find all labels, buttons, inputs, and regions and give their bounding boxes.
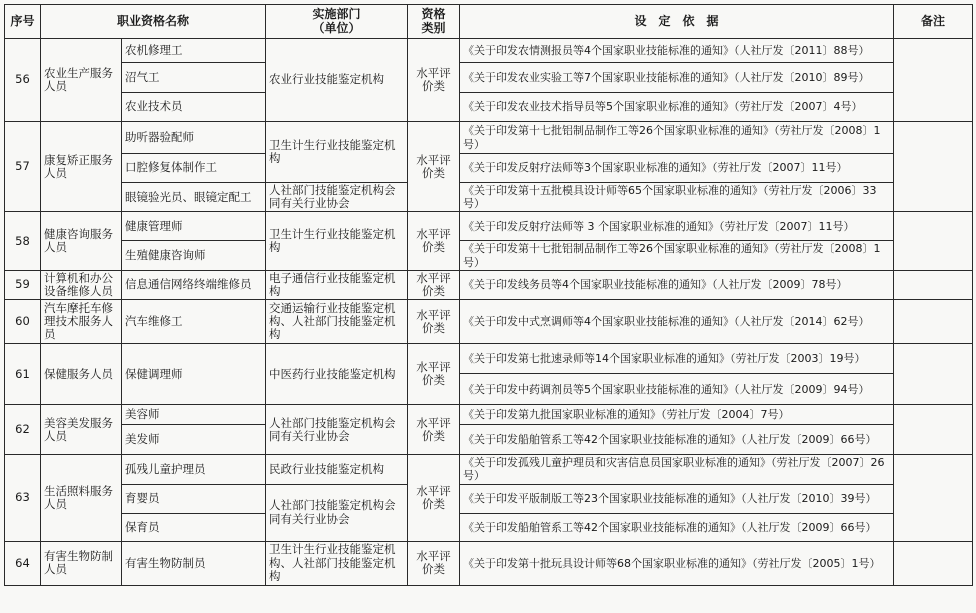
type-cell: 水平评价类 [408, 405, 460, 455]
header-row [5, 5, 973, 39]
department-cell: 卫生计生行业技能鉴定机构 [266, 122, 408, 183]
type-cell: 水平评价类 [408, 455, 460, 541]
header-name: 职业资格名称 [41, 5, 266, 39]
basis-cell: 《关于印发反射疗法师等3个国家职业标准的通知》（劳社厅发〔2007〕11号） [460, 154, 894, 183]
row-number: 57 [5, 122, 41, 212]
occupation-cell: 汽车维修工 [122, 300, 266, 344]
occupation-cell: 眼镜验光员、眼镜定配工 [122, 183, 266, 212]
category-cell: 农业生产服务人员 [41, 39, 122, 122]
row-number: 58 [5, 212, 41, 270]
department-cell: 卫生计生行业技能鉴定机构 [266, 212, 408, 270]
occupation-cell: 信息通信网络终端维修员 [122, 270, 266, 299]
table-row [5, 455, 973, 484]
occupation-cell: 农机修理工 [122, 39, 266, 63]
occupation-cell: 美容师 [122, 405, 266, 425]
remark-cell [894, 344, 973, 405]
basis-cell: 《关于印发农业技术指导员等5个国家职业标准的通知》（劳社厅发〔2007〕4号） [460, 93, 894, 122]
occupation-cell: 生殖健康咨询师 [122, 241, 266, 270]
department-cell: 卫生计生行业技能鉴定机构、人社部门技能鉴定机构 [266, 541, 408, 585]
basis-cell: 《关于印发第十七批铝制品制作工等26个国家职业标准的通知》（劳社厅发〔2008〕1号） [460, 241, 894, 270]
header-dept-line2: （单位） [312, 20, 361, 35]
row-number: 62 [5, 405, 41, 455]
remark-cell [894, 39, 973, 122]
department-cell: 民政行业技能鉴定机构 [266, 455, 408, 484]
table-row [5, 541, 973, 585]
row-number: 61 [5, 344, 41, 405]
table-row [5, 300, 973, 344]
table-row [5, 122, 973, 154]
remark-cell [894, 270, 973, 299]
remark-cell [894, 541, 973, 585]
basis-cell: 《关于印发第十七批铝制品制作工等26个国家职业标准的通知》（劳社厅发〔2008〕1号） [460, 122, 894, 154]
row-number: 63 [5, 455, 41, 541]
type-cell: 水平评价类 [408, 212, 460, 270]
basis-cell: 《关于印发船舶管系工等42个国家职业技能标准的通知》（人社厅发〔2009〕66号） [460, 425, 894, 455]
table-row [5, 39, 973, 63]
table-row [5, 484, 973, 513]
basis-cell: 《关于印发孤残儿童护理员和灾害信息员国家职业标准的通知》（劳社厅发〔2007〕26号） [460, 455, 894, 484]
category-cell: 汽车摩托车修理技术服务人员 [41, 300, 122, 344]
department-cell: 中医药行业技能鉴定机构 [266, 344, 408, 405]
department-cell: 人社部门技能鉴定机构会同有关行业协会 [266, 405, 408, 455]
remark-cell [894, 122, 973, 212]
category-cell: 康复矫正服务人员 [41, 122, 122, 212]
basis-cell: 《关于印发线务员等4个国家职业技能标准的通知》（人社厅发〔2009〕78号） [460, 270, 894, 299]
remark-cell [894, 405, 973, 455]
qualification-table [4, 4, 973, 586]
department-cell: 电子通信行业技能鉴定机构 [266, 270, 408, 299]
department-cell: 人社部门技能鉴定机构会同有关行业协会 [266, 183, 408, 212]
type-cell: 水平评价类 [408, 300, 460, 344]
table-row [5, 154, 973, 183]
type-cell: 水平评价类 [408, 122, 460, 212]
basis-cell: 《关于印发农业实验工等7个国家职业技能标准的通知》（人社厅发〔2010〕89号） [460, 63, 894, 93]
row-number: 56 [5, 39, 41, 122]
category-cell: 有害生物防制人员 [41, 541, 122, 585]
table-row [5, 270, 973, 299]
basis-cell: 《关于印发第七批速录师等14个国家职业标准的通知》（劳社厅发〔2003〕19号） [460, 344, 894, 374]
row-number: 60 [5, 300, 41, 344]
table-row [5, 93, 973, 122]
occupation-cell: 农业技术员 [122, 93, 266, 122]
header-type [408, 5, 460, 39]
basis-cell: 《关于印发船舶管系工等42个国家职业技能标准的通知》（人社厅发〔2009〕66号） [460, 513, 894, 541]
table-row [5, 212, 973, 241]
basis-cell: 《关于印发农情测报员等4个国家职业技能标准的通知》（人社厅发〔2011〕88号） [460, 39, 894, 63]
department-cell: 农业行业技能鉴定机构 [266, 39, 408, 122]
basis-cell: 《关于印发第十五批模具设计师等65个国家职业标准的通知》（劳社厅发〔2006〕33号） [460, 183, 894, 212]
header-type-line1: 资格 [421, 6, 446, 21]
header-dept-line1: 实施部门 [312, 6, 361, 21]
occupation-cell: 孤残儿童护理员 [122, 455, 266, 484]
type-cell: 水平评价类 [408, 541, 460, 585]
occupation-cell: 口腔修复体制作工 [122, 154, 266, 183]
basis-cell: 《关于印发第九批国家职业标准的通知》（劳社厅发〔2004〕7号） [460, 405, 894, 425]
department-cell: 交通运输行业技能鉴定机构、人社部门技能鉴定机构 [266, 300, 408, 344]
occupation-cell: 保育员 [122, 513, 266, 541]
type-cell: 水平评价类 [408, 39, 460, 122]
row-number: 64 [5, 541, 41, 585]
occupation-cell: 美发师 [122, 425, 266, 455]
header-remark: 备注 [894, 5, 973, 39]
occupation-cell: 助听器验配师 [122, 122, 266, 154]
occupation-cell: 保健调理师 [122, 344, 266, 405]
category-cell: 生活照料服务人员 [41, 455, 122, 541]
basis-cell: 《关于印发中药调剂员等5个国家职业技能标准的通知》（人社厅发〔2009〕94号） [460, 374, 894, 405]
category-cell: 美容美发服务人员 [41, 405, 122, 455]
row-number: 59 [5, 270, 41, 299]
table-row [5, 344, 973, 374]
type-cell: 水平评价类 [408, 270, 460, 299]
category-cell: 健康咨询服务人员 [41, 212, 122, 270]
occupation-cell: 沼气工 [122, 63, 266, 93]
table-row [5, 63, 973, 93]
basis-cell: 《关于印发反射疗法师等 3 个国家职业标准的通知》（劳社厅发〔2007〕11号） [460, 212, 894, 241]
table-row [5, 183, 973, 212]
table-row [5, 405, 973, 425]
occupation-cell: 健康管理师 [122, 212, 266, 241]
basis-cell: 《关于印发第十批玩具设计师等68个国家职业标准的通知》（劳社厅发〔2005〕1号） [460, 541, 894, 585]
basis-cell: 《关于印发中式烹调师等4个国家职业技能标准的通知》（人社厅发〔2014〕62号） [460, 300, 894, 344]
table-row [5, 425, 973, 455]
header-basis: 设 定 依 据 [460, 5, 894, 39]
header-no: 序号 [5, 5, 41, 39]
category-cell: 保健服务人员 [41, 344, 122, 405]
remark-cell [894, 455, 973, 541]
occupation-cell: 育婴员 [122, 484, 266, 513]
table-row [5, 241, 973, 270]
header-dept [266, 5, 408, 39]
category-cell: 计算机和办公设备维修人员 [41, 270, 122, 299]
occupation-cell: 有害生物防制员 [122, 541, 266, 585]
remark-cell [894, 300, 973, 344]
department-cell: 人社部门技能鉴定机构会同有关行业协会 [266, 484, 408, 541]
table-row [5, 513, 973, 541]
header-type-line2: 类别 [421, 20, 446, 35]
remark-cell [894, 212, 973, 270]
basis-cell: 《关于印发平版制版工等23个国家职业技能标准的通知》（人社厅发〔2010〕39号） [460, 484, 894, 513]
type-cell: 水平评价类 [408, 344, 460, 405]
